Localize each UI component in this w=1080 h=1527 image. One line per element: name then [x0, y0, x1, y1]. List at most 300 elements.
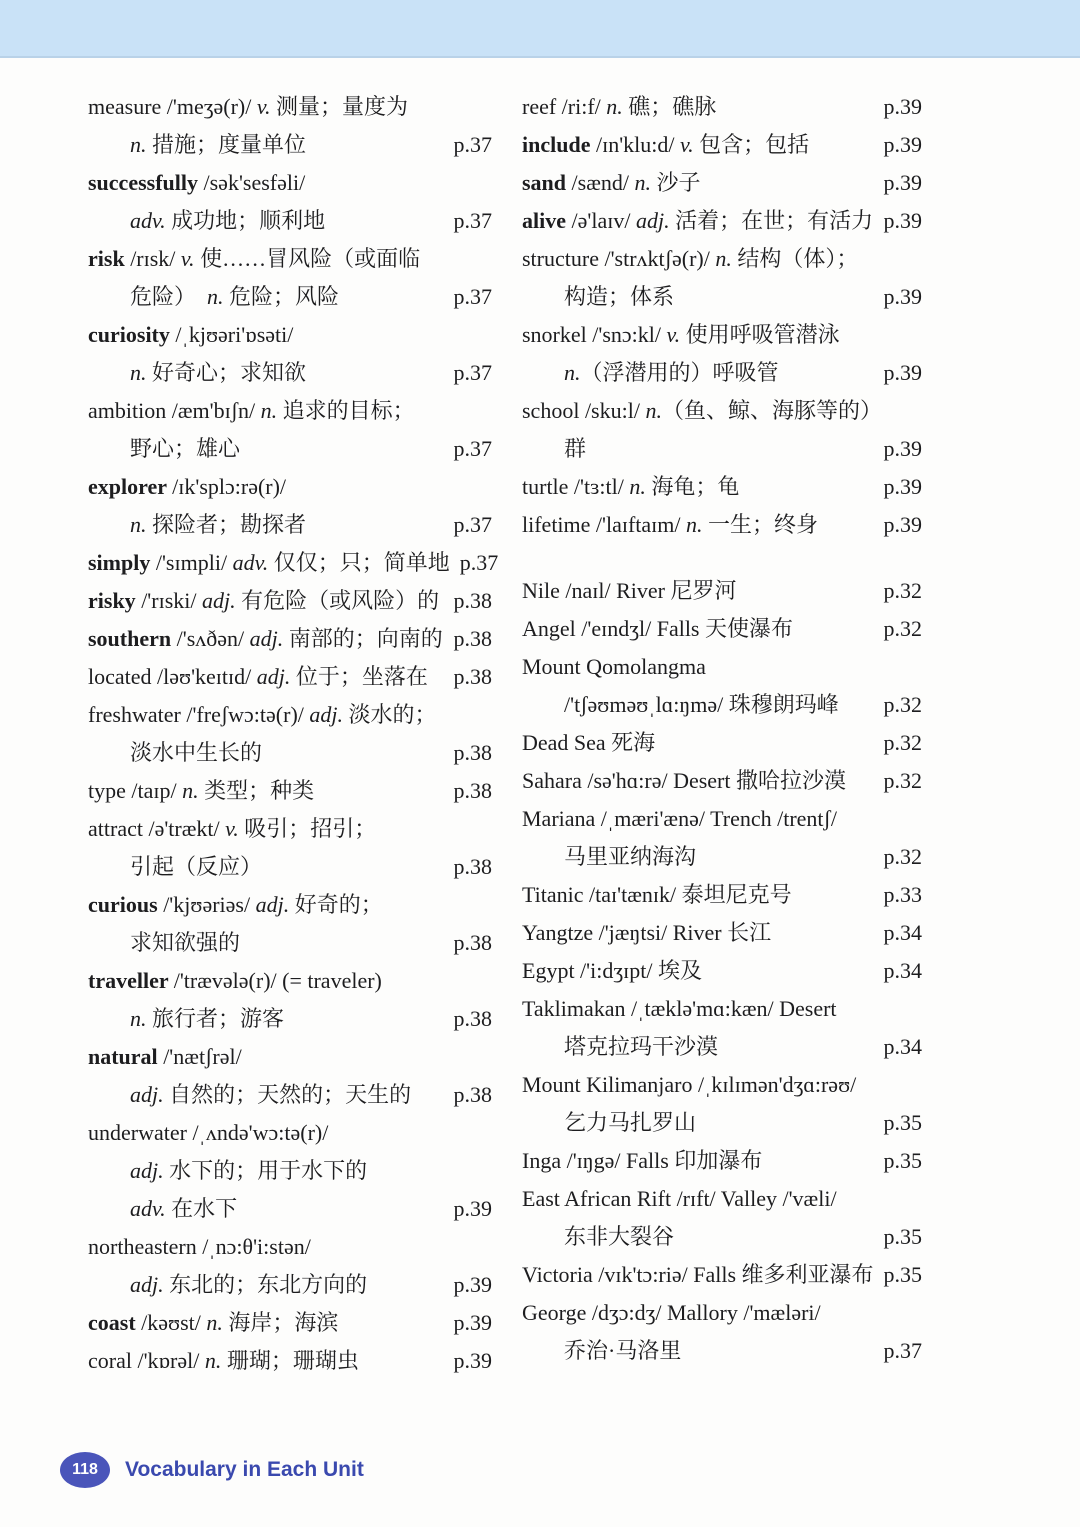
vocab-line	[88, 354, 492, 392]
page-ref: p.39	[883, 284, 922, 309]
entry-segment: 礁；礁脉	[622, 94, 717, 119]
vocab-line	[522, 392, 922, 430]
entry-segment: 使……冒风险（或面临	[194, 246, 421, 271]
vocab-line	[522, 1294, 922, 1332]
entry-segment: /ə'laɪv/	[571, 208, 636, 233]
entry-segment: underwater /ˌʌndə'wɔ:tə(r)/	[88, 1120, 329, 1145]
vocab-line	[88, 1228, 492, 1266]
entry-text	[522, 838, 696, 876]
page-ref: p.38	[453, 626, 492, 651]
page-ref: p.32	[883, 768, 922, 793]
vocab-line	[88, 582, 492, 620]
entry-segment: 乞力马扎罗山	[564, 1110, 697, 1135]
pos-marker: adj.	[249, 626, 284, 651]
entry-text	[88, 658, 428, 696]
entry-text	[522, 1256, 874, 1294]
vocab-line	[88, 1190, 492, 1228]
entry-segment: Titanic /taɪ'tænɪk/ 泰坦尼克号	[522, 882, 792, 907]
pos-marker: adv.	[130, 208, 166, 233]
page-ref: p.38	[453, 664, 492, 689]
page-ref: p.38	[453, 588, 492, 613]
page-ref: p.38	[453, 1006, 492, 1031]
pos-marker: n.	[606, 94, 623, 119]
entry-segment: 包含；包括	[693, 132, 810, 157]
vocab-line	[88, 1304, 492, 1342]
pos-marker: v.	[666, 322, 681, 347]
vocab-line	[88, 316, 492, 354]
entry-text	[88, 1266, 367, 1304]
pos-marker: n.	[634, 170, 652, 195]
entry-segment: northeastern /ˌnɔ:θ'i:stən/	[88, 1234, 311, 1259]
vocab-line	[88, 620, 492, 658]
entry-segment: /ɪk'splɔ:rə(r)/	[172, 474, 287, 499]
pos-marker: n.	[207, 284, 224, 309]
entry-segment: 测量；量度为	[270, 94, 409, 119]
entry-segment: /'kjʊəriəs/	[163, 892, 256, 917]
vocab-line	[522, 838, 922, 876]
entry-segment: 东北的；东北方向的	[163, 1272, 368, 1297]
entry-text	[88, 506, 306, 544]
entry-segment: 位于；坐落在	[290, 664, 428, 689]
entry-text	[88, 696, 437, 734]
entry-text	[88, 886, 383, 924]
entry-text	[522, 506, 818, 544]
entry-text	[88, 582, 439, 620]
vocab-line	[88, 962, 492, 1000]
vocab-line	[88, 1342, 492, 1380]
headword: explorer	[88, 474, 173, 499]
entry-segment: located /ləʊ'keɪtɪd/	[88, 664, 257, 689]
vocab-line	[88, 1038, 492, 1076]
pos-marker: adj.	[130, 1082, 164, 1107]
headword: risky	[88, 588, 142, 613]
entry-text	[522, 1066, 856, 1104]
pos-marker: adj.	[635, 208, 670, 233]
entry-segment: Dead Sea 死海	[522, 730, 656, 755]
vocab-line	[88, 772, 492, 810]
headword: southern	[88, 626, 177, 651]
vocab-line	[522, 164, 922, 202]
header-bar	[0, 0, 1080, 58]
entry-segment: 求知欲强的	[130, 930, 241, 955]
page-ref: p.33	[883, 882, 922, 907]
page-ref: p.37	[453, 208, 492, 233]
entry-segment: 自然的；天然的；天生的	[163, 1082, 412, 1107]
entry-text	[522, 1294, 821, 1332]
entry-segment: /ɪn'klu:d/	[595, 132, 680, 157]
entry-text	[88, 962, 382, 1000]
page-ref: p.38	[453, 854, 492, 879]
entry-segment: Taklimakan /ˌtæklə'mɑ:kæn/ Desert	[522, 996, 837, 1021]
entry-segment: Victoria /vɪk'tɔ:riə/ Falls 维多利亚瀑布	[522, 1262, 874, 1287]
pos-marker: adv.	[232, 550, 269, 575]
entry-segment: 沙子	[651, 170, 701, 195]
vocab-line	[522, 1180, 922, 1218]
entry-text	[88, 354, 306, 392]
entry-text	[88, 924, 240, 962]
entry-segment: 危险）	[130, 284, 208, 309]
footer	[60, 1452, 364, 1488]
pos-marker: adj.	[130, 1158, 164, 1183]
entry-text	[88, 164, 305, 202]
vocab-line	[522, 240, 922, 278]
entry-segment: （浮潜用的）呼吸管	[580, 360, 779, 385]
entry-segment: 危险；风险	[223, 284, 340, 309]
entry-segment: 旅行者；游客	[146, 1006, 285, 1031]
entry-text	[88, 1000, 284, 1038]
pos-marker: v.	[680, 132, 694, 157]
entry-text	[522, 392, 882, 430]
entry-segment: 措施；度量单位	[146, 132, 307, 157]
vocab-line	[88, 392, 492, 430]
vocab-line	[88, 240, 492, 278]
entry-segment: 构造；体系	[564, 284, 675, 309]
entry-text	[522, 914, 771, 952]
entry-segment: school /sku:l/	[522, 398, 646, 423]
entry-segment: 一生；终身	[702, 512, 819, 537]
entry-text	[522, 610, 793, 648]
page-ref: p.39	[883, 360, 922, 385]
right-column	[522, 88, 922, 1370]
entry-segment: 海岸；海滨	[222, 1310, 339, 1335]
headword: curious	[88, 892, 164, 917]
page-ref: p.39	[453, 1348, 492, 1373]
entry-segment: 吸引；招引；	[238, 816, 377, 841]
vocab-line	[522, 914, 922, 952]
entry-segment: /'rɪski/	[141, 588, 202, 613]
entry-segment: 珊瑚；珊瑚虫	[221, 1348, 359, 1373]
entry-segment: turtle /'tɜ:tl/	[522, 474, 630, 499]
pos-marker: n.	[130, 360, 147, 385]
vocab-line	[522, 316, 922, 354]
entry-text	[522, 1218, 674, 1256]
page-ref: p.39	[883, 132, 922, 157]
pos-marker: adj.	[202, 588, 236, 613]
entry-segment: /kəʊst/	[141, 1310, 207, 1335]
vocab-line	[522, 1218, 922, 1256]
pos-marker: v.	[180, 246, 195, 271]
entry-segment: Mariana /ˌmæri'ænə/ Trench /trentʃ/	[522, 806, 837, 831]
entry-segment: East African Rift /rɪft/ Valley /'væli/	[522, 1186, 837, 1211]
page-ref: p.39	[453, 1196, 492, 1221]
pos-marker: n.	[130, 512, 147, 537]
vocab-line	[522, 724, 922, 762]
entry-text	[522, 724, 655, 762]
entry-segment: 结构（体）；	[731, 246, 859, 271]
page-ref: p.37	[453, 512, 492, 537]
vocab-line	[522, 126, 922, 164]
vocab-line	[88, 1076, 492, 1114]
entry-segment: 乔治·马洛里	[564, 1338, 682, 1363]
entry-text	[522, 686, 839, 724]
entry-segment: lifetime /'laɪftaɪm/	[522, 512, 687, 537]
entry-segment: Mount Qomolangma	[522, 654, 706, 679]
entry-segment: Sahara /sə'hɑ:rə/ Desert 撒哈拉沙漠	[522, 768, 846, 793]
left-column	[88, 88, 499, 1380]
entry-segment: /'tʃəʊməʊˌlɑ:ŋmə/ 珠穆朗玛峰	[564, 692, 839, 717]
page-ref: p.34	[883, 1034, 922, 1059]
entry-segment: George /dʒɔ:dʒ/ Mallory /'mæləri/	[522, 1300, 821, 1325]
entry-text	[522, 430, 586, 468]
page-ref: p.32	[883, 578, 922, 603]
entry-segment: 马里亚纳海沟	[564, 844, 697, 869]
page-ref: p.32	[883, 844, 922, 869]
headword: natural	[88, 1044, 164, 1069]
entry-segment: 水下的；用于水下的	[163, 1158, 368, 1183]
vocab-line	[88, 468, 492, 506]
entry-text	[522, 468, 739, 506]
column-gap	[522, 544, 922, 572]
vocab-line	[88, 848, 492, 886]
entry-text	[88, 1038, 242, 1076]
vocab-line	[88, 658, 492, 696]
pos-marker: n.	[204, 1348, 222, 1373]
pos-marker: n.	[645, 398, 662, 423]
vocab-line	[88, 1114, 492, 1152]
entry-segment: 活着；在世；有活力	[669, 208, 874, 233]
headword: include	[522, 132, 596, 157]
entry-text	[522, 800, 837, 838]
entry-segment: 有危险（或风险）的	[235, 588, 440, 613]
page-ref: p.37	[453, 436, 492, 461]
page-ref: p.38	[453, 740, 492, 765]
pos-marker: v.	[225, 816, 239, 841]
entry-text	[88, 544, 450, 582]
page-ref: p.32	[883, 616, 922, 641]
entry-text	[522, 762, 846, 800]
entry-segment: attract /ə'trækt/	[88, 816, 226, 841]
entry-text	[88, 316, 293, 354]
page-ref: p.38	[453, 930, 492, 955]
entry-segment: 淡水中生长的	[130, 740, 263, 765]
entry-segment: Inga /'ɪŋgə/ Falls 印加瀑布	[522, 1148, 763, 1173]
vocab-line	[522, 1332, 922, 1370]
entry-text	[522, 240, 858, 278]
vocab-line	[88, 1152, 492, 1190]
vocab-line	[522, 610, 922, 648]
entry-segment: type /taɪp/	[88, 778, 183, 803]
vocab-line	[88, 202, 492, 240]
vocab-line	[88, 544, 499, 582]
entry-segment: /ˌkjʊəri'ɒsəti/	[175, 322, 294, 347]
vocab-line	[522, 468, 922, 506]
entry-text	[88, 392, 415, 430]
entry-segment: 类型；种类	[198, 778, 315, 803]
page-ref: p.39	[883, 474, 922, 499]
entry-segment: measure /'meʒə(r)/	[88, 94, 257, 119]
vocab-line	[522, 506, 922, 544]
headword: simply	[88, 550, 156, 575]
entry-segment: freshwater /'freʃwɔ:tə(r)/	[88, 702, 310, 727]
entry-segment: （鱼、鲸、海豚等的）	[661, 398, 882, 423]
entry-text	[88, 1114, 328, 1152]
vocab-line	[522, 990, 922, 1028]
page-ref: p.32	[883, 692, 922, 717]
headword: traveller	[88, 968, 174, 993]
vocab-line	[88, 1000, 492, 1038]
entry-segment: structure /'strʌktʃə(r)/	[522, 246, 716, 271]
page-ref: p.34	[883, 958, 922, 983]
page-ref: p.37	[459, 550, 499, 575]
pos-marker: n.	[564, 360, 581, 385]
vocab-line	[522, 648, 922, 686]
entry-segment: /'trævələ(r)/ (= traveler)	[173, 968, 382, 993]
pos-marker: adj.	[130, 1272, 164, 1297]
entry-segment: /'sʌðən/	[176, 626, 250, 651]
pos-marker: n.	[130, 1006, 147, 1031]
headword: curiosity	[88, 322, 176, 347]
page-ref: p.37	[453, 360, 492, 385]
page-ref: p.39	[883, 170, 922, 195]
page-number-badge: 118	[60, 1452, 110, 1488]
entry-text	[522, 164, 701, 202]
page-ref: p.39	[883, 208, 922, 233]
entry-segment: 在水下	[165, 1196, 238, 1221]
vocab-line	[522, 876, 922, 914]
entry-text	[88, 1190, 237, 1228]
entry-text	[88, 848, 262, 886]
entry-segment: 引起（反应）	[130, 854, 263, 879]
entry-text	[522, 572, 736, 610]
entry-text	[88, 88, 408, 126]
page-ref: p.35	[883, 1262, 923, 1287]
headword: coast	[88, 1310, 142, 1335]
entry-segment: Nile /naɪl/ River 尼罗河	[522, 578, 737, 603]
page-ref: p.37	[883, 1338, 922, 1363]
vocab-line	[522, 1142, 922, 1180]
vocab-line	[522, 686, 922, 724]
pos-marker: n.	[206, 1310, 223, 1335]
entry-text	[522, 1180, 837, 1218]
entry-text	[88, 1076, 411, 1114]
page-ref: p.39	[453, 1272, 492, 1297]
pos-marker: n.	[629, 474, 646, 499]
entry-text	[522, 316, 840, 354]
vocab-line	[522, 572, 922, 610]
pos-marker: adj.	[255, 892, 290, 917]
entry-text	[522, 126, 809, 164]
vocab-line	[522, 278, 922, 316]
entry-segment: 东非大裂谷	[564, 1224, 675, 1249]
page-ref: p.37	[453, 284, 492, 309]
entry-segment: 南部的；向南的	[283, 626, 443, 651]
entry-segment: 好奇心；求知欲	[146, 360, 307, 385]
entry-text	[88, 126, 306, 164]
entry-segment: Yangtze /'jæŋtsi/ River 长江	[522, 920, 772, 945]
headword: risk	[88, 246, 131, 271]
entry-segment: reef /ri:f/	[522, 94, 607, 119]
page-ref: p.38	[453, 778, 492, 803]
entry-text	[522, 202, 873, 240]
entry-segment: 仅仅；只；简单地	[268, 550, 450, 575]
entry-text	[522, 990, 837, 1028]
vocab-line	[522, 1028, 922, 1066]
vocab-line	[522, 1256, 922, 1294]
entry-text	[88, 1228, 311, 1266]
entry-segment: 探险者；勘探者	[146, 512, 307, 537]
entry-segment: Egypt /'i:dʒɪpt/ 埃及	[522, 958, 702, 983]
entry-text	[522, 1332, 681, 1370]
entry-text	[88, 620, 443, 658]
entry-text	[88, 1342, 359, 1380]
vocab-line	[88, 430, 492, 468]
entry-text	[522, 1142, 762, 1180]
vocab-line	[522, 1066, 922, 1104]
page-ref: p.34	[883, 920, 922, 945]
page-ref: p.39	[453, 1310, 492, 1335]
vocab-line	[88, 88, 492, 126]
pos-marker: v.	[256, 94, 271, 119]
page-ref: p.35	[883, 1110, 922, 1135]
entry-segment: Mount Kilimanjaro /ˌkɪlɪmən'dʒɑ:rəʊ/	[522, 1072, 857, 1097]
page-ref: p.35	[883, 1148, 922, 1173]
page-ref: p.39	[883, 94, 922, 119]
pos-marker: n.	[686, 512, 703, 537]
entry-text	[522, 354, 779, 392]
pos-marker: adj.	[309, 702, 344, 727]
entry-text	[522, 952, 702, 990]
pos-marker: adj.	[256, 664, 291, 689]
entry-segment: snorkel /'snɔ:kl/	[522, 322, 667, 347]
entry-segment: 使用呼吸管潜泳	[680, 322, 840, 347]
entry-segment: coral /'kɒrəl/	[88, 1348, 205, 1373]
page-ref: p.39	[883, 512, 922, 537]
vocab-line	[522, 1104, 922, 1142]
vocab-line	[88, 810, 492, 848]
entry-text	[88, 810, 376, 848]
entry-text	[88, 772, 314, 810]
entry-segment: 海龟；龟	[645, 474, 740, 499]
pos-marker: adv.	[130, 1196, 166, 1221]
entry-segment: /'nætʃrəl/	[163, 1044, 242, 1069]
vocab-line	[522, 88, 922, 126]
entry-text	[88, 278, 339, 316]
entry-text	[88, 1152, 367, 1190]
vocab-line	[522, 800, 922, 838]
entry-text	[522, 1028, 718, 1066]
entry-text	[522, 1104, 696, 1142]
page-ref: p.32	[883, 730, 922, 755]
entry-text	[88, 468, 286, 506]
vocab-line	[522, 952, 922, 990]
vocab-line	[88, 164, 492, 202]
entry-segment: 成功地；顺利地	[165, 208, 326, 233]
footer-section-label: Vocabulary in Each Unit	[125, 1458, 364, 1481]
pos-marker: n.	[182, 778, 199, 803]
page-ref: p.37	[453, 132, 492, 157]
pos-marker: n.	[260, 398, 278, 423]
vocab-line	[88, 278, 492, 316]
entry-text	[522, 278, 674, 316]
entry-text	[88, 734, 262, 772]
page-ref: p.39	[883, 436, 922, 461]
entry-segment: ambition /æm'bɪʃn/	[88, 398, 261, 423]
headword: alive	[522, 208, 572, 233]
pos-marker: n.	[715, 246, 732, 271]
vocab-line	[88, 696, 492, 734]
entry-segment: 追求的目标；	[277, 398, 415, 423]
vocab-line	[88, 126, 492, 164]
vocab-line	[522, 430, 922, 468]
headword: successfully	[88, 170, 204, 195]
entry-segment: 好奇的；	[289, 892, 383, 917]
vocab-line	[88, 886, 492, 924]
entry-segment: /sænd/	[571, 170, 635, 195]
entry-text	[88, 202, 325, 240]
headword: sand	[522, 170, 572, 195]
entry-text	[88, 240, 420, 278]
entry-text	[88, 1304, 338, 1342]
